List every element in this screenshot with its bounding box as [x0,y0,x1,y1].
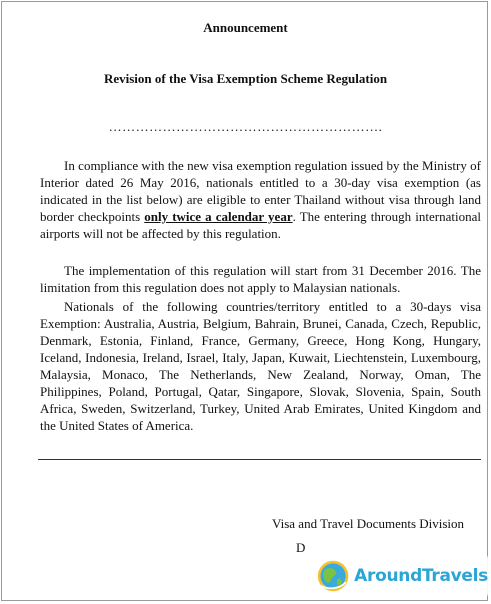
signature-department-partial: D [296,540,306,555]
announcement-title: Announcement [203,20,288,35]
signature-division: Visa and Travel Documents Division [272,516,465,531]
paragraph-compliance-text-end: . The entering through international airports will not be affected by this regulation. [40,209,481,241]
paragraph-nationals-list [40,298,481,434]
emphasis-twice-a-year: only twice a calendar year [144,209,293,224]
aroundtravels-watermark [312,553,488,599]
dotted-separator: ……………………………………………………. [108,119,383,134]
regulation-subtitle: Revision of the Visa Exemption Scheme Regulation [103,71,388,86]
horizontal-rule [38,459,481,460]
paragraph-compliance [40,157,481,242]
globe-icon [316,557,350,595]
paragraph-implementation [40,262,481,296]
paragraph-compliance-text-start: In compliance with the new visa exemption regulation issued by the Ministry of Interior dated 26 May 2016, nationals entitled to a 30-day visa exemption (as indicated in the list below) are eligible to enter Thailand without visa through land border checkpoints [40,158,481,224]
paragraph-nationals-list-text: Nationals of the following countries/territory entitled to a 30-days visa Exemption: Australia, Austria, Belgium, Bahrain, Brunei, Canada, Czech, Republic, Denmark, Estonia, Finland, France, Germany, Greece, Hong Kong, Hungary, Iceland, Indonesia, Ireland, Israel, Italy, Japan, Kuwait, Liechtenstein, Luxembourg, Malaysia, Monaco, The Netherlands, New Zealand, Norway, Oman, The Philippines, Poland, Portugal, Qatar, Singapore, Slovak, Slovenia, Spain, South Africa, Sweden, Switzerland, Turkey, United Arab Emirates, United Kingdom and the United States of America. [40,299,481,433]
watermark-text: AroundTravels [354,566,488,586]
paragraph-implementation-text: The implementation of this regulation will start from 31 December 2016. The limitation from this regulation does not apply to Malaysian nationals. [40,263,481,295]
